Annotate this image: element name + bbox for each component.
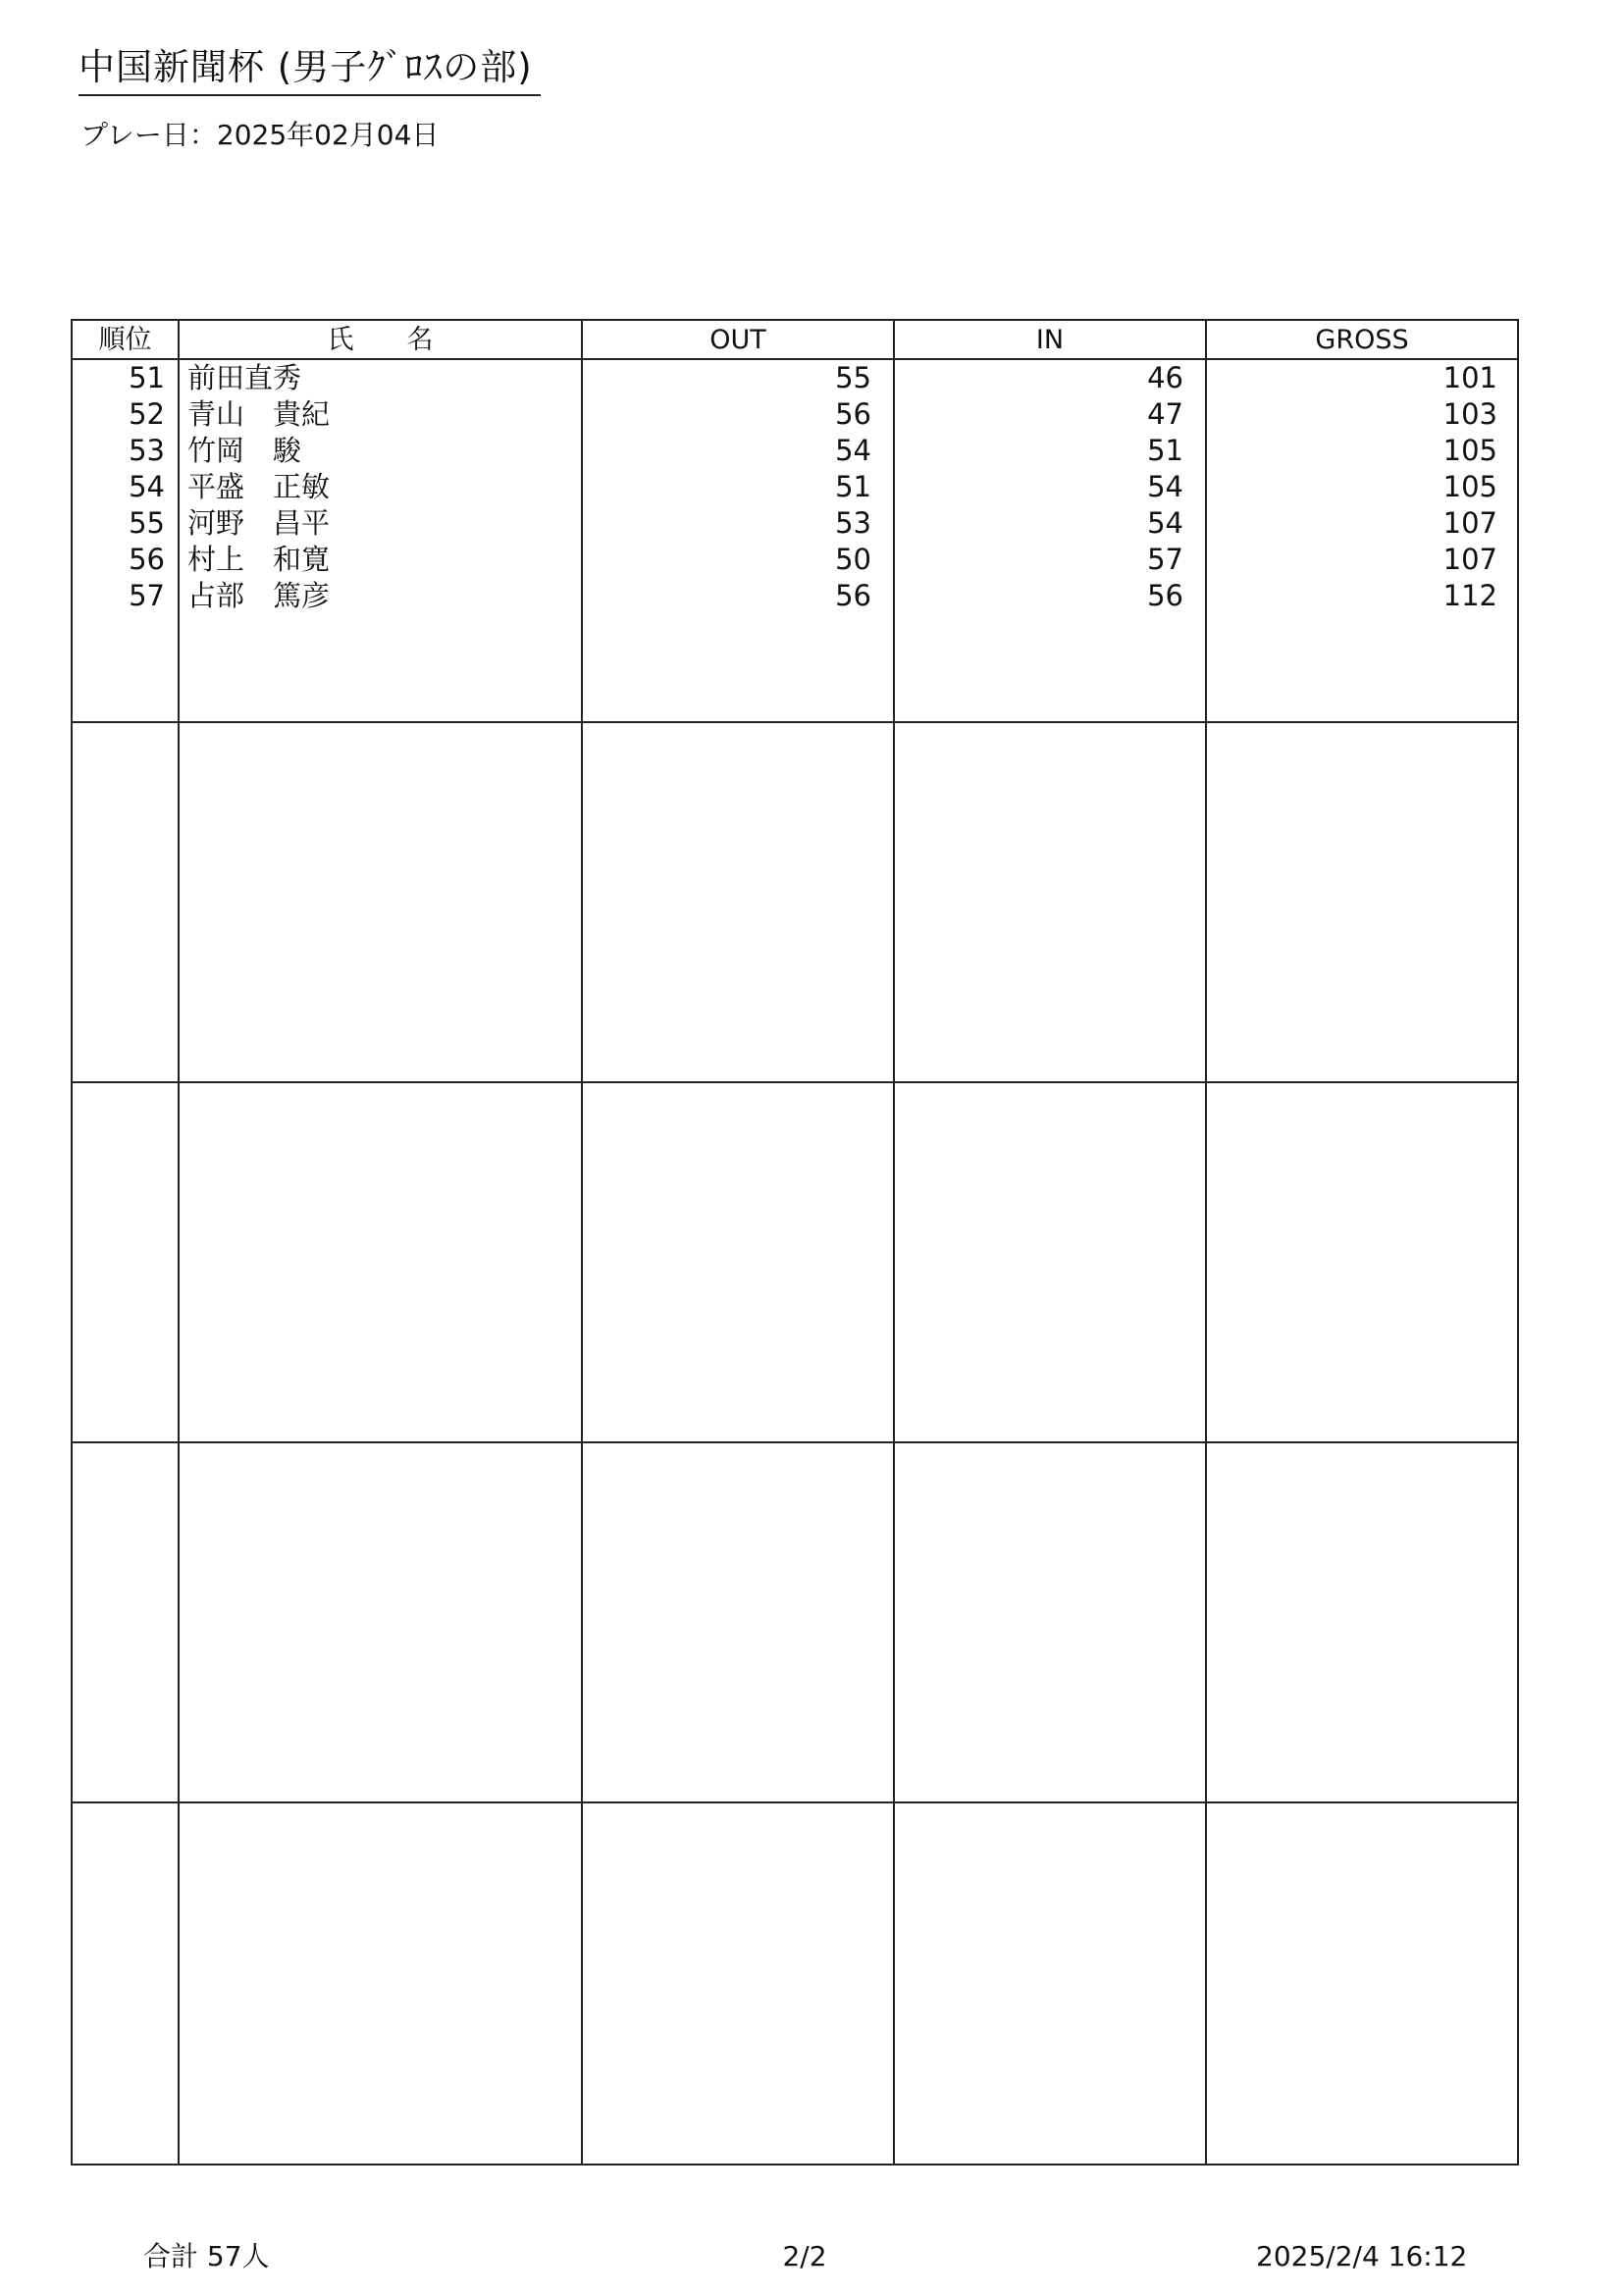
gross-cell: 105 bbox=[1442, 470, 1497, 503]
rank-cell: 54 bbox=[129, 470, 165, 503]
rank-cell: 52 bbox=[129, 397, 165, 431]
block-divider bbox=[73, 1801, 1517, 1803]
results-table bbox=[71, 319, 1519, 2166]
gross-cell: 107 bbox=[1442, 506, 1497, 540]
in-cell: 54 bbox=[1147, 506, 1183, 540]
in-cell: 54 bbox=[1147, 470, 1183, 503]
header-name: 氏 名 bbox=[327, 325, 434, 355]
name-cell: 前田直秀 bbox=[187, 361, 302, 394]
print-timestamp: 2025/2/4 16:12 bbox=[1256, 2240, 1468, 2272]
document-title: 中国新聞杯 (男子ｸﾞﾛｽの部) bbox=[79, 43, 541, 96]
header-gross: GROSS bbox=[1315, 325, 1409, 355]
in-cell: 51 bbox=[1147, 434, 1183, 467]
gross-cell: 105 bbox=[1442, 434, 1497, 467]
name-cell: 青山 貴紀 bbox=[187, 397, 331, 431]
table-row bbox=[73, 578, 1517, 614]
block-divider bbox=[73, 1081, 1517, 1083]
header-rank: 順位 bbox=[98, 325, 152, 355]
participant-total: 合計 57人 bbox=[143, 2240, 270, 2272]
out-cell: 56 bbox=[835, 397, 871, 431]
page-number: 2/2 bbox=[782, 2240, 827, 2272]
gross-cell: 103 bbox=[1442, 397, 1497, 431]
rank-cell: 55 bbox=[129, 506, 165, 540]
block-divider bbox=[73, 1441, 1517, 1443]
in-cell: 56 bbox=[1147, 579, 1183, 612]
name-cell: 河野 昌平 bbox=[187, 506, 331, 540]
rank-cell: 56 bbox=[129, 543, 165, 576]
out-cell: 55 bbox=[835, 361, 871, 394]
rank-cell: 53 bbox=[129, 434, 165, 467]
table-row bbox=[73, 505, 1517, 542]
block-divider bbox=[73, 721, 1517, 723]
rank-cell: 57 bbox=[129, 579, 165, 612]
in-cell: 47 bbox=[1147, 397, 1183, 431]
table-row bbox=[73, 542, 1517, 578]
table-row bbox=[73, 433, 1517, 469]
out-cell: 56 bbox=[835, 579, 871, 612]
gross-cell: 101 bbox=[1442, 361, 1497, 394]
table-row bbox=[73, 396, 1517, 433]
play-date: プレー日：2025年02月04日 bbox=[80, 119, 440, 151]
in-cell: 46 bbox=[1147, 361, 1183, 394]
header-in: IN bbox=[1035, 325, 1065, 355]
in-cell: 57 bbox=[1147, 543, 1183, 576]
table-row bbox=[73, 360, 1517, 396]
gross-cell: 112 bbox=[1442, 579, 1497, 612]
name-cell: 占部 篤彦 bbox=[187, 579, 331, 612]
out-cell: 53 bbox=[835, 506, 871, 540]
name-cell: 平盛 正敏 bbox=[187, 470, 331, 503]
out-cell: 50 bbox=[835, 543, 871, 576]
out-cell: 54 bbox=[835, 434, 871, 467]
header-out: OUT bbox=[709, 325, 766, 355]
out-cell: 51 bbox=[835, 470, 871, 503]
name-cell: 村上 和寛 bbox=[187, 543, 331, 576]
gross-cell: 107 bbox=[1442, 543, 1497, 576]
name-cell: 竹岡 駿 bbox=[187, 434, 302, 467]
table-row bbox=[73, 469, 1517, 505]
rank-cell: 51 bbox=[129, 361, 165, 394]
